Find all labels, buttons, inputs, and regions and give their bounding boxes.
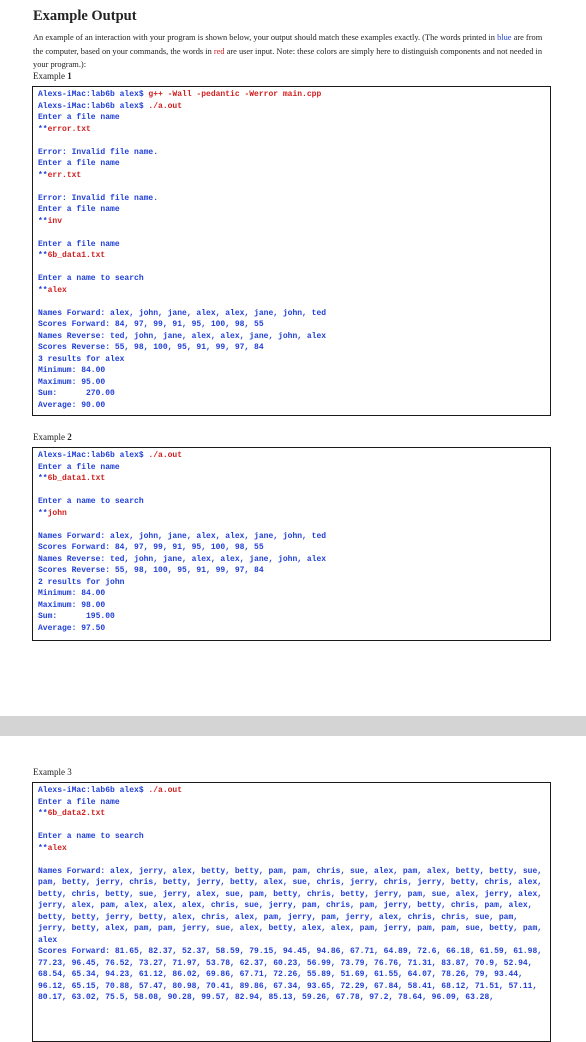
terminal-line bbox=[38, 239, 546, 251]
computer-output-text: Maximum: 98.00 bbox=[38, 600, 106, 610]
computer-output-text: Enter a file name bbox=[38, 797, 120, 807]
computer-output-text: Alexs-iMac:lab6b alex$ bbox=[38, 786, 149, 795]
terminal-line bbox=[38, 250, 546, 262]
computer-output-text: Average: 90.00 bbox=[38, 400, 106, 410]
computer-output-text: Maximum: 95.00 bbox=[38, 377, 106, 387]
computer-output-text: Scores Reverse: 55, 98, 100, 95, 91, 99, 97, 84 bbox=[38, 343, 264, 352]
terminal-line bbox=[38, 331, 546, 343]
terminal-line bbox=[38, 843, 546, 855]
computer-output-text: Minimum: 84.00 bbox=[38, 589, 106, 598]
example-2-terminal bbox=[32, 447, 551, 641]
terminal-line bbox=[38, 342, 546, 354]
terminal-line bbox=[38, 147, 546, 159]
computer-output-text: ** bbox=[38, 170, 48, 180]
terminal-line bbox=[38, 124, 546, 136]
intro-blue-word: blue bbox=[497, 33, 512, 42]
terminal-line bbox=[38, 400, 546, 412]
computer-output-text: Scores Reverse: 55, 98, 100, 95, 91, 99, 97, 84 bbox=[38, 566, 264, 575]
terminal-line bbox=[38, 377, 546, 389]
computer-output-text: Names Reverse: ted, john, jane, alex, alex, jane, john, alex bbox=[38, 554, 327, 564]
computer-output-text: ** bbox=[38, 508, 48, 518]
user-input-text: alex bbox=[47, 285, 67, 295]
user-input-text: alex bbox=[47, 843, 67, 853]
computer-output-text: Average: 97.50 bbox=[38, 623, 106, 633]
computer-output-text: Enter a file name bbox=[38, 159, 120, 168]
example-3-terminal bbox=[32, 782, 551, 1042]
terminal-line bbox=[38, 354, 546, 366]
terminal-line bbox=[38, 462, 546, 474]
intro-red-word: red bbox=[213, 46, 225, 56]
computer-output-text: Enter a file name bbox=[38, 205, 120, 214]
terminal-line bbox=[38, 866, 546, 947]
terminal-line bbox=[38, 611, 546, 623]
terminal-line bbox=[38, 101, 546, 113]
computer-output-text: Alexs-iMac:lab6b alex$ bbox=[38, 101, 149, 111]
page-separator bbox=[0, 716, 586, 736]
document-page-2 bbox=[0, 736, 586, 1024]
computer-output-text: Minimum: 84.00 bbox=[38, 366, 106, 375]
terminal-line bbox=[38, 577, 546, 589]
terminal-line bbox=[38, 262, 546, 274]
computer-output-text: Alexs-iMac:lab6b alex$ bbox=[38, 451, 149, 460]
user-input-text: ./a.out bbox=[148, 101, 183, 111]
computer-output-text: Alexs-iMac:lab6b alex$ bbox=[38, 90, 149, 99]
computer-output-text: 3 results for alex bbox=[38, 354, 125, 364]
terminal-line bbox=[38, 319, 546, 331]
computer-output-text: Scores Forward: 84, 97, 99, 91, 95, 100, 98, 55 bbox=[38, 320, 264, 329]
computer-output-text: ** bbox=[38, 216, 48, 226]
terminal-line bbox=[38, 797, 546, 809]
terminal-line bbox=[38, 820, 546, 832]
example-1-label: Example 1 bbox=[33, 71, 72, 81]
terminal-line bbox=[38, 508, 546, 520]
user-input-text: 6b_data2.txt bbox=[47, 809, 106, 818]
user-input-text: inv bbox=[47, 216, 63, 226]
intro-text-a: An example of an interaction with your program is shown below, your output should match these examples exactly. (The words printed in bbox=[33, 33, 498, 42]
terminal-line bbox=[38, 89, 546, 101]
computer-output-text: Names Forward: alex, john, jane, alex, alex, jane, john, ted bbox=[38, 531, 327, 541]
computer-output-text: 2 results for john bbox=[38, 577, 125, 587]
computer-output-text: Enter a file name bbox=[38, 462, 120, 472]
computer-output-text: Scores Forward: 84, 97, 99, 91, 95, 100, 98, 55 bbox=[38, 543, 264, 552]
terminal-line bbox=[38, 554, 546, 566]
terminal-line bbox=[38, 531, 546, 543]
computer-output-text: Error: Invalid file name. bbox=[38, 193, 159, 203]
terminal-line bbox=[38, 854, 546, 866]
terminal-line bbox=[38, 623, 546, 635]
terminal-line bbox=[38, 588, 546, 600]
computer-output-text: ** bbox=[38, 474, 48, 483]
terminal-line bbox=[38, 216, 546, 228]
user-input-text: ./a.out bbox=[148, 451, 183, 460]
intro-text-b: are from the computer, based on your commands, the words in bbox=[33, 33, 543, 56]
terminal-line bbox=[38, 181, 546, 193]
computer-output-text: ** bbox=[38, 251, 48, 260]
terminal-line bbox=[38, 135, 546, 147]
terminal-line bbox=[38, 204, 546, 216]
example-3-label: Example 3 bbox=[33, 767, 72, 777]
terminal-line bbox=[38, 785, 546, 797]
terminal-line bbox=[38, 227, 546, 239]
example-2-label: Example 2 bbox=[33, 432, 72, 442]
user-input-text: error.txt bbox=[47, 124, 91, 134]
terminal-line bbox=[38, 158, 546, 170]
terminal-line bbox=[38, 519, 546, 531]
terminal-line bbox=[38, 112, 546, 124]
computer-output-text: ** bbox=[38, 285, 48, 295]
user-input-text: g++ -Wall -pedantic -Werror main.cpp bbox=[148, 90, 322, 99]
terminal-line bbox=[38, 193, 546, 205]
computer-output-text: Enter a file name bbox=[38, 113, 120, 122]
user-input-text: 6b_data1.txt bbox=[47, 474, 106, 483]
computer-output-text: Scores Forward: 81.65, 82.37, 52.37, 58.59, 79.15, 94.45, 94.86, 67.71, 64.89, 72.6, 66.18, 61.59, 61.98, 77.23, 96.45, 76.52, 73.27, 71.97, 53.78, 62.37, 60.23, 56.99, 73.79, 76.76, 71.31, 83.87, 70.9, 52.94, 68.54, 65.34, 94.23, 61.12, 86.02, 69.86, 67.71, 72.26, 55.89, 51.69, 61.55, 64.07, 78.26, 79, 93.44, 96.12, 65.15, 70.88, 57.47, 80.98, 70.41, 89.86, 67.34, 93.65, 72.29, 67.84, 58.41, 68.12, 71.51, 57.11, 80.17, 63.02, 75.5, 58.08, 90.28, 99.57, 82.94, 85.13, 59.26, 67.78, 97.2, 78.64, 96.09, 63.28, bbox=[38, 947, 543, 1002]
computer-output-text: ** bbox=[38, 124, 48, 134]
intro-text-c: are user input. Note: these colors are simply here to distinguish components and not needed in your program.): bbox=[33, 46, 543, 70]
user-input-text: john bbox=[47, 508, 67, 518]
computer-output-text: Error: Invalid file name. bbox=[38, 147, 159, 157]
terminal-line bbox=[38, 473, 546, 485]
computer-output-text: Sum: 270.00 bbox=[38, 389, 115, 398]
terminal-line bbox=[38, 565, 546, 577]
intro-paragraph bbox=[33, 31, 553, 72]
terminal-line bbox=[38, 946, 546, 1004]
computer-output-text: Names Forward: alex, john, jane, alex, alex, jane, john, ted bbox=[38, 308, 327, 318]
computer-output-text: Names Forward: alex, jerry, alex, betty, betty, pam, pam, chris, sue, alex, pam, alex, betty, betty, sue, pam, betty, jerry, chris, betty, jerry, betty, alex, sue, chris, jerry, chris, jerry, betty, chris, alex, betty, chris, betty, sue, jerry, alex, sue, pam, betty, chris, betty, jerry, pam, sue, alex, jerry, alex, jerry, alex, pam, alex, alex, alex, chris, sue, jerry, pam, chris, pam, jerry, betty, chris, pam, alex, betty, betty, jerry, betty, alex, chris, alex, pam, jerry, pam, jerry, alex, chris, chris, sue, pam, jerry, betty, alex, pam, pam, jerry, sue, alex, betty, alex, alex, pam, jerry, pam, pam, sue, betty, pam, alex bbox=[38, 866, 543, 945]
computer-output-text: ** bbox=[38, 843, 48, 853]
computer-output-text: Enter a name to search bbox=[38, 497, 144, 506]
terminal-line bbox=[38, 831, 546, 843]
terminal-line bbox=[38, 365, 546, 377]
terminal-line bbox=[38, 285, 546, 297]
user-input-text: err.txt bbox=[47, 170, 82, 180]
terminal-line bbox=[38, 388, 546, 400]
terminal-line bbox=[38, 485, 546, 497]
computer-output-text: ** bbox=[38, 809, 48, 818]
computer-output-text: Enter a name to search bbox=[38, 274, 144, 283]
page-title: Example Output bbox=[33, 8, 137, 24]
terminal-line bbox=[38, 450, 546, 462]
terminal-line bbox=[38, 542, 546, 554]
example-1-terminal bbox=[32, 86, 551, 416]
terminal-line bbox=[38, 296, 546, 308]
terminal-line bbox=[38, 170, 546, 182]
terminal-line bbox=[38, 496, 546, 508]
computer-output-text: Enter a file name bbox=[38, 239, 120, 249]
computer-output-text: Enter a name to search bbox=[38, 832, 144, 841]
terminal-line bbox=[38, 808, 546, 820]
terminal-line bbox=[38, 273, 546, 285]
user-input-text: ./a.out bbox=[148, 786, 183, 795]
computer-output-text: Sum: 195.00 bbox=[38, 612, 115, 621]
terminal-line bbox=[38, 600, 546, 612]
user-input-text: 6b_data1.txt bbox=[47, 251, 106, 260]
terminal-line bbox=[38, 308, 546, 320]
computer-output-text: Names Reverse: ted, john, jane, alex, alex, jane, john, alex bbox=[38, 331, 327, 341]
